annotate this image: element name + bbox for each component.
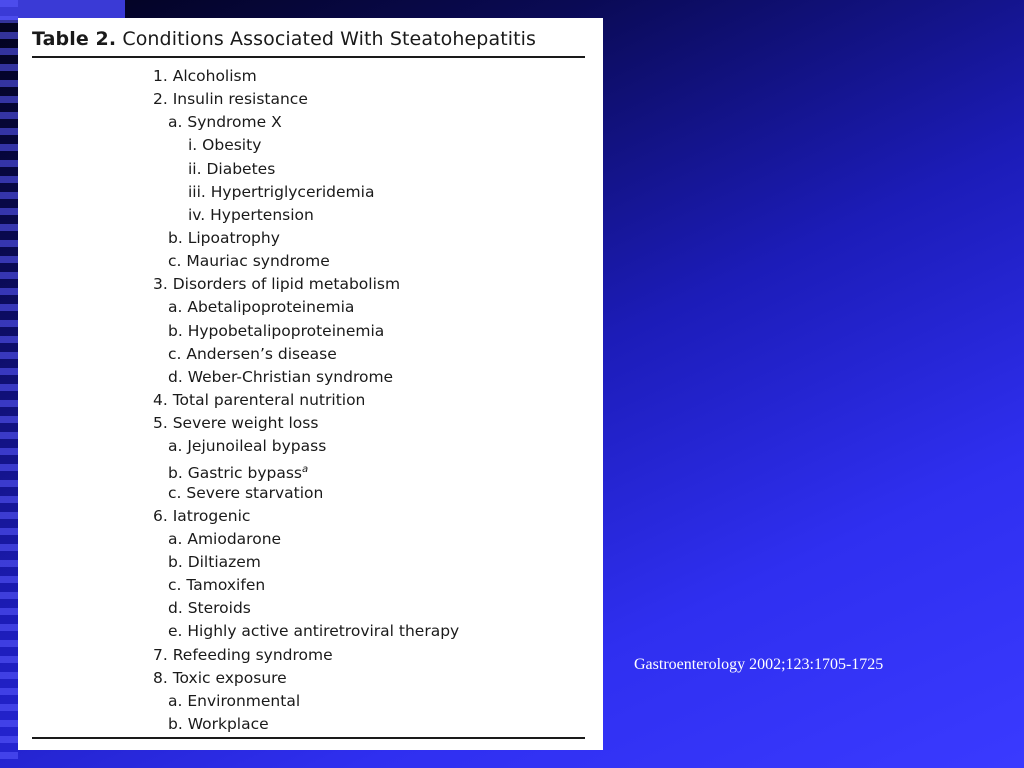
list-item-text: 4. Total parenteral nutrition xyxy=(153,390,366,409)
list-item xyxy=(18,458,603,481)
list-item xyxy=(18,111,603,134)
list-item xyxy=(18,65,603,88)
list-item-text: 5. Severe weight loss xyxy=(153,414,319,433)
list-item-text: 7. Refeeding syndrome xyxy=(153,645,333,664)
list-item xyxy=(18,389,603,412)
list-item-text: 6. Iatrogenic xyxy=(153,506,251,525)
condition-list xyxy=(18,65,603,736)
list-item xyxy=(18,644,603,667)
list-item-text: b. Diltiazem xyxy=(168,552,261,571)
list-item xyxy=(18,574,603,597)
list-item xyxy=(18,158,603,181)
list-item-text: a. Syndrome X xyxy=(168,113,282,132)
table-title-text: Conditions Associated With Steatohepatitis xyxy=(122,28,537,50)
list-item xyxy=(18,667,603,690)
list-item xyxy=(18,528,603,551)
list-item xyxy=(18,482,603,505)
table-bottom-rule xyxy=(32,737,585,739)
list-item xyxy=(18,134,603,157)
list-item xyxy=(18,366,603,389)
list-item-text: b. Gastric bypass xyxy=(168,464,302,483)
list-item xyxy=(18,181,603,204)
list-item xyxy=(18,320,603,343)
list-item-text: 8. Toxic exposure xyxy=(153,668,287,687)
table-top-rule xyxy=(32,56,585,58)
list-item-text: b. Lipoatrophy xyxy=(168,228,280,247)
list-item-text: iv. Hypertension xyxy=(188,205,314,224)
list-item-text: a. Amiodarone xyxy=(168,529,282,548)
list-item-text: 1. Alcoholism xyxy=(153,67,257,85)
list-item xyxy=(18,250,603,273)
list-item-text: c. Andersen’s disease xyxy=(168,344,337,363)
list-item-text: iii. Hypertriglyceridemia xyxy=(188,182,375,201)
list-item-text: a. Jejunoileal bypass xyxy=(168,437,327,456)
decorative-edge-pattern xyxy=(0,0,18,768)
citation: Gastroenterology 2002;123:1705-1725 xyxy=(634,656,884,673)
list-item xyxy=(18,690,603,713)
list-item xyxy=(18,551,603,574)
list-item xyxy=(18,713,603,736)
list-item xyxy=(18,227,603,250)
table-title-label: Table 2. xyxy=(32,28,117,50)
list-item-text: 3. Disorders of lipid metabolism xyxy=(153,275,401,294)
footnote-marker: a xyxy=(301,464,309,476)
list-item-text: b. Workplace xyxy=(168,714,269,733)
list-item xyxy=(18,412,603,435)
table-document xyxy=(18,18,603,750)
decorative-top-band xyxy=(0,0,125,20)
list-item-text: 2. Insulin resistance xyxy=(153,90,308,109)
list-item xyxy=(18,597,603,620)
list-item-text: c. Severe starvation xyxy=(168,483,324,502)
list-item xyxy=(18,273,603,296)
list-item xyxy=(18,343,603,366)
list-item xyxy=(18,620,603,643)
list-item-text: i. Obesity xyxy=(188,136,262,155)
list-item xyxy=(18,88,603,111)
list-item xyxy=(18,505,603,528)
list-item-text: c. Mauriac syndrome xyxy=(168,252,330,271)
list-item-text: e. Highly active antiretroviral therapy xyxy=(168,622,460,641)
list-item-text: a. Environmental xyxy=(168,691,301,710)
list-item-text: c. Tamoxifen xyxy=(168,576,266,595)
list-item-text: ii. Diabetes xyxy=(188,159,276,178)
list-item xyxy=(18,435,603,458)
list-item-text: a. Abetalipoproteinemia xyxy=(168,298,355,317)
list-item-text: d. Steroids xyxy=(168,599,251,618)
list-item-text: b. Hypobetalipoproteinemia xyxy=(168,321,385,340)
list-item xyxy=(18,296,603,319)
list-item-text: d. Weber-Christian syndrome xyxy=(168,367,394,386)
list-item xyxy=(18,204,603,227)
table-title xyxy=(32,28,536,50)
